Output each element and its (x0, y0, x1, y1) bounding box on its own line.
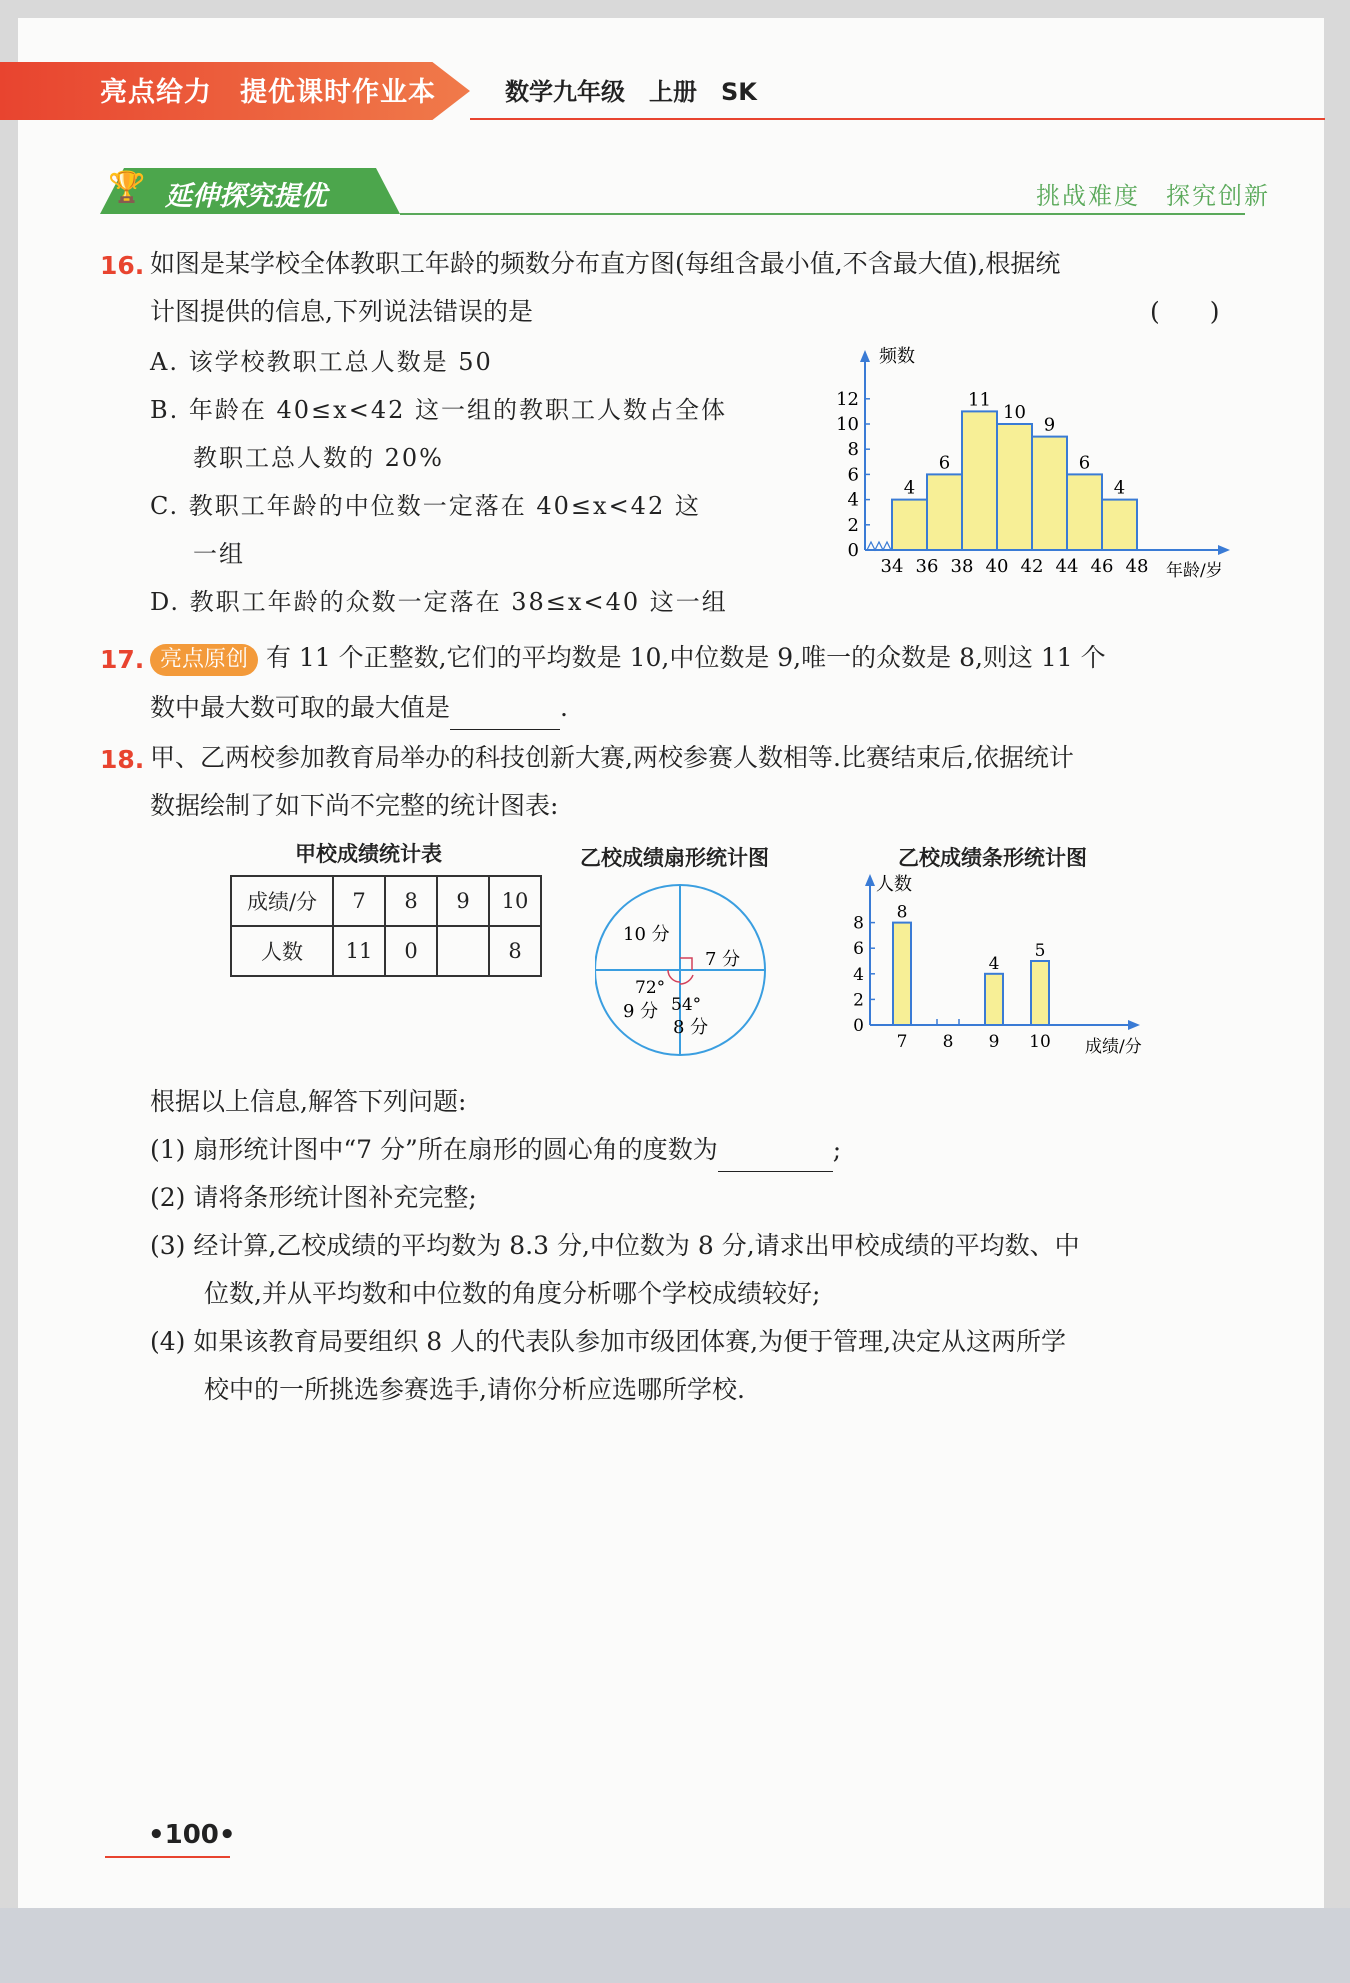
trophy-icon: 🏆 (108, 170, 146, 205)
question-line: 数中最大数可取的最大值是 . (150, 686, 568, 730)
pie-slice-label: 10 分 (623, 924, 670, 945)
section-tag: 挑战难度 探究创新 (1036, 182, 1270, 210)
original-badge: 亮点原创 (150, 644, 258, 676)
page-number-underline (105, 1856, 230, 1858)
x-tick-label: 42 (1020, 556, 1044, 577)
option-b: B. 年龄在 40≤x<42 这一组的教职工人数占全体 (150, 396, 727, 424)
bar (985, 974, 1003, 1025)
x-tick-label: 34 (880, 556, 904, 577)
instruction-text: 根据以上信息,解答下列问题: (150, 1087, 467, 1116)
pie-slice-label: 9 分 (623, 1001, 659, 1022)
pie-caption: 乙校成绩扇形统计图 (580, 846, 769, 870)
x-tick-label: 38 (950, 556, 974, 577)
x-axis-label: 年龄/岁 (1166, 561, 1223, 581)
question-text: 如图是某学校全体教职工年龄的频数分布直方图(每组含最小值,不含最大值),根据统 (150, 249, 1061, 278)
section-title: 延伸探究提优 (165, 181, 327, 212)
sub-question: (4) 如果该教育局要组织 8 人的代表队参加市级团体赛,为便于管理,决定从这两所学 (150, 1327, 1067, 1356)
sub-question: (2) 请将条形统计图补充完整; (150, 1183, 477, 1212)
bar-value-label: 10 (1003, 402, 1026, 423)
question-text: 数中最大数可取的最大值是 (150, 693, 451, 722)
y-axis-label: 人数 (876, 874, 912, 895)
option-d: D. 教职工年龄的众数一定落在 38≤x<40 这一组 (150, 588, 728, 616)
x-tick-label: 46 (1090, 556, 1114, 577)
y-axis-label: 频数 (879, 346, 915, 367)
header-title: 亮点给力 提优课时作业本 (100, 77, 436, 108)
bar-value-label: 6 (938, 452, 951, 474)
y-tick-label: 4 (853, 964, 864, 985)
pie-slice-label: 8 分 (673, 1017, 709, 1038)
x-tick-label: 7 (896, 1032, 908, 1052)
bar-value-label: 4 (1113, 477, 1126, 499)
option-c-cont: 一组 (193, 540, 245, 568)
question-number: 18. (100, 745, 145, 774)
axis-break (867, 542, 891, 550)
bar-value-label: 11 (968, 389, 991, 411)
question-text: 数据绘制了如下尚不完整的统计图表: (150, 791, 559, 820)
question-number: 17. (100, 645, 145, 674)
header-divider (470, 118, 1325, 120)
y-axis-arrow (860, 350, 870, 362)
x-axis-arrow (1218, 545, 1230, 555)
y-tick-label: 2 (847, 514, 859, 536)
answer-blank[interactable] (450, 701, 560, 730)
table-row (231, 876, 541, 926)
bar-value-label: 6 (1078, 452, 1091, 474)
question-text: 计图提供的信息,下列说法错误的是 (150, 297, 533, 326)
sub-question: (1) 扇形统计图中“7 分”所在扇形的圆心角的度数为 ; (150, 1128, 841, 1172)
page-number: •100• (148, 1820, 236, 1850)
sub-question: (3) 经计算,乙校成绩的平均数为 8.3 分,中位数为 8 分,请求出甲校成绩的平均数、中 (150, 1231, 1080, 1260)
angle-arc (680, 975, 693, 984)
table-caption: 甲校成绩统计表 (295, 842, 442, 866)
table-cell: 成绩/分 (231, 876, 333, 926)
bar-caption: 乙校成绩条形统计图 (898, 846, 1087, 870)
bar (893, 923, 911, 1025)
table-cell: 10 (489, 876, 541, 926)
score-table (230, 875, 542, 977)
bar-chart (845, 870, 1175, 1060)
histogram-bar (1067, 474, 1102, 550)
bar-value-label: 5 (1034, 941, 1046, 961)
bar (1031, 961, 1049, 1025)
x-tick-label: 40 (985, 556, 1009, 577)
sub-question-cont: 位数,并从平均数和中位数的角度分析哪个学校成绩较好; (204, 1279, 821, 1308)
answer-paren: ( ) (1150, 297, 1220, 326)
bar-value-label: 9 (1043, 414, 1056, 436)
table-cell: 8 (385, 876, 437, 926)
x-axis-label: 成绩/分 (1085, 1037, 1142, 1057)
histogram-bar (1032, 437, 1067, 550)
x-tick-label: 8 (942, 1032, 954, 1052)
y-tick-label: 12 (836, 388, 859, 410)
histogram-bar (997, 424, 1032, 550)
bar-value-label: 4 (988, 953, 1000, 974)
y-tick-label: 4 (847, 489, 859, 511)
y-tick-label: 6 (847, 464, 859, 486)
angle-label: 54° (671, 995, 702, 1015)
x-tick-label: 36 (915, 556, 939, 577)
option-b-cont: 教职工总人数的 20% (193, 444, 444, 472)
y-tick-label: 8 (853, 913, 864, 934)
histogram-bar (962, 411, 997, 550)
table-cell: 7 (333, 876, 385, 926)
histogram-bar (927, 474, 962, 550)
option-c: C. 教职工年龄的中位数一定落在 40≤x<42 这 (150, 492, 701, 520)
bottom-margin (0, 1908, 1350, 1983)
age-histogram (820, 340, 1240, 590)
angle-label: 72° (635, 978, 666, 998)
table-cell: 人数 (231, 926, 333, 976)
x-tick-label: 44 (1055, 556, 1079, 577)
y-tick-label: 6 (853, 939, 864, 960)
question-text: 有 11 个正整数,它们的平均数是 10,中位数是 9,唯一的众数是 8,则这 11 个 (265, 643, 1106, 672)
right-angle-mark (680, 958, 692, 970)
y-tick-label: 0 (853, 1016, 864, 1036)
bar-value-label: 4 (903, 477, 916, 499)
histogram-bar (1102, 500, 1137, 550)
answer-blank[interactable] (718, 1143, 833, 1172)
pie-slice-label: 7 分 (705, 949, 741, 970)
table-cell[interactable] (437, 926, 489, 976)
table-cell: 8 (489, 926, 541, 976)
x-axis-arrow (1128, 1020, 1140, 1030)
y-tick-label: 0 (847, 540, 859, 561)
table-row (231, 926, 541, 976)
header-subtitle: 数学九年级 上册 SK (505, 78, 757, 106)
x-tick-label: 9 (988, 1032, 1000, 1052)
option-a: A. 该学校教职工总人数是 50 (150, 348, 493, 376)
y-tick-label: 10 (836, 414, 859, 435)
bar-value-label: 8 (896, 902, 908, 923)
table-cell: 9 (437, 876, 489, 926)
table-cell: 0 (385, 926, 437, 976)
y-axis-arrow (865, 874, 875, 886)
section-divider (400, 213, 1245, 215)
question-number: 16. (100, 251, 145, 280)
question-text: 甲、乙两校参加教育局举办的科技创新大赛,两校参赛人数相等.比赛结束后,依据统计 (150, 743, 1074, 772)
x-tick-label: 48 (1125, 556, 1149, 577)
y-tick-label: 2 (853, 990, 864, 1011)
question-line (150, 636, 1106, 680)
angle-arc (668, 970, 680, 982)
y-tick-label: 8 (847, 439, 859, 461)
table-cell: 11 (333, 926, 385, 976)
histogram-bar (892, 500, 927, 550)
x-tick-label: 10 (1029, 1032, 1051, 1052)
pie-chart (595, 880, 795, 1080)
sub-question-cont: 校中的一所挑选参赛选手,请你分析应选哪所学校. (204, 1375, 745, 1404)
